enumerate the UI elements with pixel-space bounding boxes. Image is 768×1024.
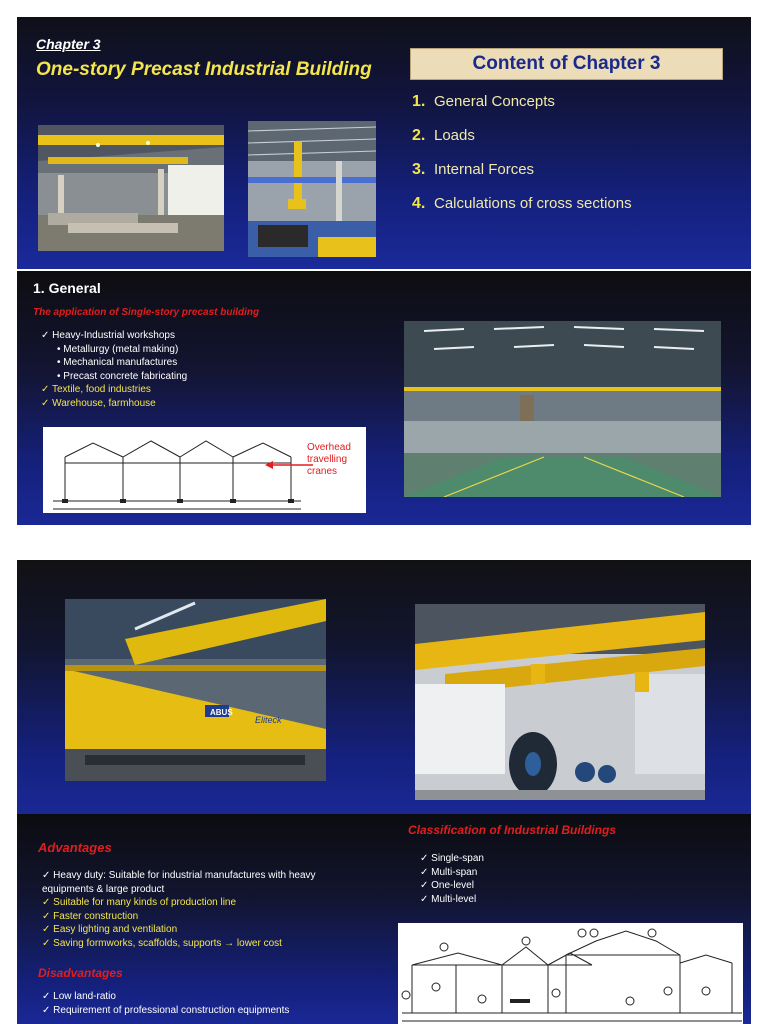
advantages-list: [42, 869, 342, 950]
list-item: • Mechanical manufactures: [57, 357, 178, 368]
section-heading: 1. General: [33, 280, 101, 296]
list-item: ✓ Requirement of professional construction equipments: [42, 1005, 290, 1016]
crane-photo-2: [415, 604, 705, 800]
list-item: ✓ Heavy duty: Suitable for industrial manufactures with heavy equipments & large product: [42, 870, 316, 895]
crane-brand-sign: Eliteck: [255, 715, 282, 725]
crane-annotation: Overhead travelling cranes: [307, 442, 351, 477]
warehouse-photo: [404, 321, 721, 497]
list-item: ✓ Saving formworks, scaffolds, supports → lower cost: [42, 937, 282, 949]
toc-item[interactable]: 4. Calculations of cross sections: [412, 195, 632, 212]
toc-item[interactable]: 1. General Concepts: [412, 93, 555, 110]
slide-chapter-intro: [17, 17, 751, 269]
toc-item[interactable]: 2. Loads: [412, 127, 475, 144]
workshop-photo-2: [248, 121, 376, 257]
abus-sign: ABUS: [210, 708, 233, 717]
list-item: ✓ Textile, food industries: [41, 384, 151, 395]
chapter-title: One-story Precast Industrial Building: [36, 59, 372, 80]
crane-photo-1: [65, 599, 326, 781]
list-item: ✓ Faster construction: [42, 910, 139, 922]
disadvantages-heading: Disadvantages: [38, 966, 123, 980]
list-item: • Precast concrete fabricating: [57, 370, 188, 382]
toc-item[interactable]: 3. Internal Forces: [412, 161, 535, 178]
list-item: ✓ Warehouse, farmhouse: [41, 397, 156, 409]
list-item: ✓ Multi-span: [420, 866, 478, 878]
content-title-box: Content of Chapter 3: [410, 48, 723, 80]
chapter-label: Chapter 3: [36, 36, 101, 52]
list-item: ✓ Suitable for many kinds of production line: [42, 897, 237, 908]
slide-general: [17, 271, 751, 525]
workshop-photo-1: [38, 125, 224, 251]
slide-advantages: [17, 814, 751, 1024]
list-item: ✓ Multi-level: [420, 893, 477, 905]
classification-heading: Classification of Industrial Buildings: [408, 823, 617, 837]
slide-crane-photos: [17, 560, 751, 814]
multi-level-section-diagram: [398, 923, 743, 1024]
list-item: ✓ Single-span: [420, 853, 484, 864]
list-item: • Metallurgy (metal making): [57, 343, 179, 355]
application-list: [41, 329, 187, 410]
advantages-heading: Advantages: [38, 840, 112, 855]
list-item: ✓ Easy lighting and ventilation: [42, 924, 178, 935]
list-item: ✓ Low land-ratio: [42, 991, 116, 1002]
table-of-contents: [412, 93, 632, 229]
list-item: ✓ Heavy-Industrial workshops: [41, 330, 175, 341]
application-heading: The application of Single-story precast building: [33, 307, 260, 318]
list-item: ✓ One-level: [420, 880, 474, 891]
classification-list: [420, 852, 484, 906]
disadvantages-list: [42, 990, 289, 1018]
